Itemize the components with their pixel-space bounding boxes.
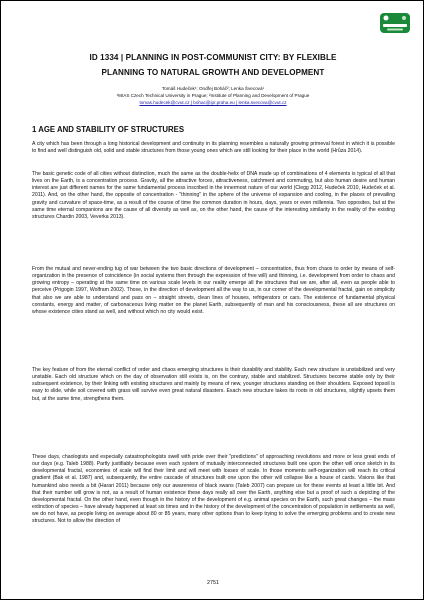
paper-title-line-1: ID 1334 | PLANNING IN POST-COMMUNIST CITY: BY FLEXIBLE — [89, 53, 337, 62]
body-paragraph: These days, chaologists and especially catastrophologists swell with pride over their "predictions" of approaching revolutions and more or less great ends of our days (e.g. Taleb 1988). Partly justifiably because even each system of mutually interconnected structures built one upon the other will once sketch in its developmental fractal, economies of scale will find their limit and will meet with losses of scale. In those moments self-organization will reach its critical gradient (Bak et al. 1987) and, subsequently, the entire cascade of structures built one upon the other will collapse like a house of cards. Visions like that humankind also needs a bit (Harari 2011) because only our awareness of black swans (Taleb 2007) can prepare us for these events at least a little bit. And that their number will grow is not, as a result of human existence these days really all over the Earth, anything else but a proof of such a depicting of the developmental fractal. On the other hand, even though in the history of the development of e.g. animal species on the Earth, such great changes – the mass extinction of species – have already happened at least six times and in the history of the development of the concentration of population in settlements as well, we do not have, as people living on average about 80 or 85 years, many other options than to keep trying to solve the emerging problems and to create new structures. Not to allow the direction of — [32, 454, 395, 525]
paper-title — [46, 50, 380, 80]
author-affiliations: ¹MIAS Czech Technical University in Prague; ²Institute of Planning and Development of Prague — [116, 93, 310, 98]
author-block — [46, 85, 380, 106]
body-paragraph: From the mutual and never-ending tug of war between the two basic directions of development – concentration, thus from chaos to order by means of self-organization in the presence of coincidence (in social systems then through the expression of free will) and thinning, i.e. development from order to chaos and growing entropy – operating at the same time on various scale levels in our reality emerge all the structures that we are, after all, even as people able to perceive (Prigogin 1997, Wolfram 2002). Those, in the direction of development all the way to us, in our corner of the developmental fractal, gain on simplicity that also we are able to understand and pass on – straight streets, clean lines of houses, refrigerators or cars. The existence of fundamental physical constants, energy and matter, of carbonaceous living matter on the planet Earth, subsequently of man and his consciousness, these all are structures on whose existence cities stand as well, and without which no city would exist. — [32, 266, 395, 315]
body-paragraph: The basic genetic code of all cities without distinction, much the same as the double-helix of DNA made up of combinations of 4 elements is typical of all that lives on the Earth, is a concentration process. Gravity, all the attractive forces, attractiveness, catchment and commuting, but also human desire and human interest are just different names for the same fundamental process inscribed in the innermost nature of our world (Clegg 2012, Hudeček 2010, Hudeček et al. 2011). And, on the other hand, the opposite of concentration - "thinning" in the sphere of the universe of expansion and cooling, in the places of prevailing gravity and curvature of space-time, as a result of the course of time the common duration in hours, days, years or even millennia. Two opposites, but at the same time eternal companions are the cause of all diversity as well as, on the other hand, the cause of the interesting similarity in the reality of the existing structures Chardin 2003, Veverka 2013). — [32, 171, 395, 220]
author-emails[interactable]: tomas.hudecek@cvut.cz | bohac@ipr.praha.eu | lenka.svecova@cvut.cz — [139, 100, 287, 105]
page-number: 2751 — [207, 580, 219, 586]
lisbon-logo-icon — [379, 11, 411, 35]
body-paragraph: A city which has been through a long historical development and continuity in its planning resembles a naturally growing primeval forest in which it is possible to find and well distinguish old, solid and stable structures from those young ones which are still looking for their place in the world (Hrůza 2014). — [32, 141, 395, 155]
conference-logo — [379, 11, 411, 35]
body-paragraph: The key feature of from the eternal conflict of order and chaos emerging structures is their durability and stability. Each new structure is unstabilized and very unstable. Each old structure which on the day of observation still exists is, on the contrary, stable and stabilized. Structures become stable only by their subsequent existence, by their linking with existing structures and mainly by means of new, younger structures standing on their shoulders. Exposed topsoil is easy to slide, while soil covered with grass will survive even great natural disasters. Exach new structure takes its roots in old structures, slightly upsets them but, at the same time, strengthens them. — [32, 367, 395, 402]
author-names: Tomáš Hudeček¹; Ondřej Boháč²; Lenka Švecová¹ — [161, 86, 265, 91]
paper-title-line-2: PLANNING TO NATURAL GROWTH AND DEVELOPMENT — [101, 68, 325, 77]
section-heading: 1 AGE AND STABILITY OF STRUCTURES — [32, 125, 185, 134]
